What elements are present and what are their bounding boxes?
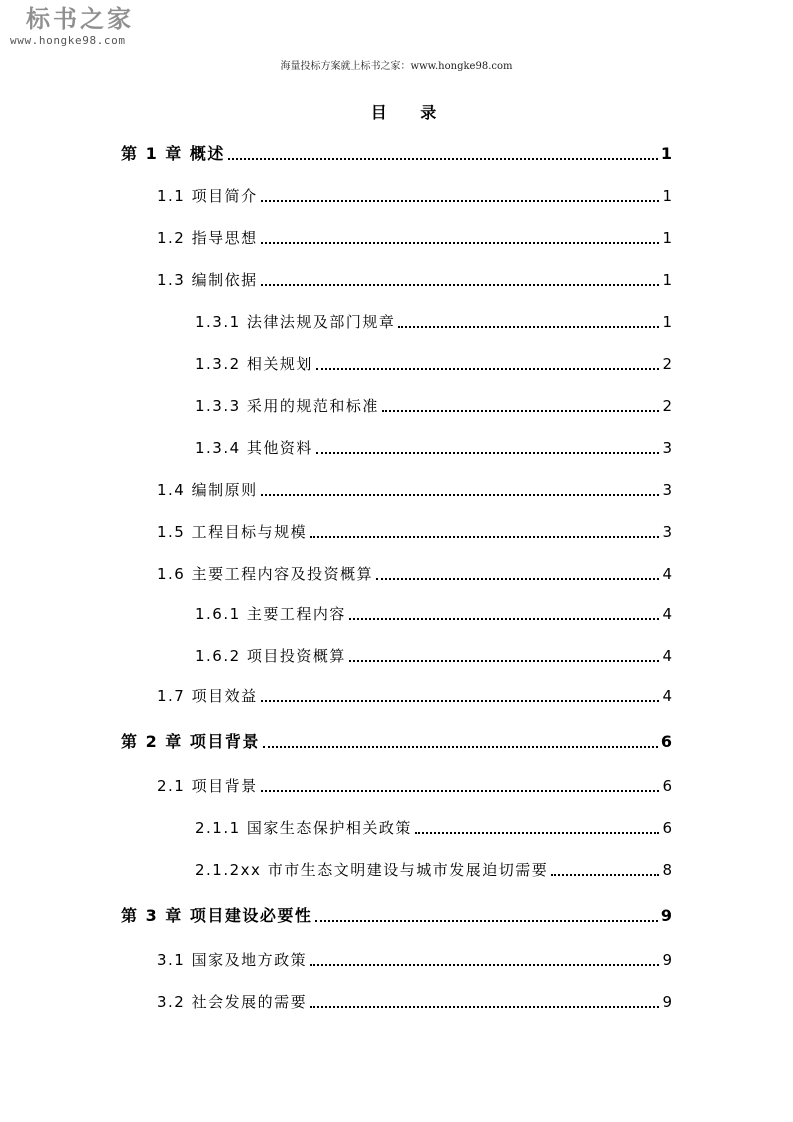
toc-entry-label: 1.3.1 法律法规及部门规章 bbox=[195, 313, 396, 331]
toc-dot-leader bbox=[382, 410, 660, 412]
toc-entry[interactable] bbox=[195, 434, 672, 458]
toc-entry-label: 1.4 编制原则 bbox=[157, 481, 258, 499]
toc-page-number: 1 bbox=[662, 229, 672, 247]
toc-dot-leader bbox=[398, 326, 659, 328]
toc-page-number: 1 bbox=[662, 271, 672, 289]
toc-page-number: 1 bbox=[660, 144, 672, 163]
toc-chapter-entry[interactable] bbox=[121, 140, 672, 164]
toc-entry[interactable] bbox=[157, 518, 672, 542]
header-note: 海量投标方案就上标书之家：www.hongke98.com bbox=[280, 61, 513, 72]
toc-entry-label: 第 1 章 概述 bbox=[121, 144, 225, 163]
toc-dot-leader bbox=[261, 200, 660, 202]
toc-entry-label: 1.3.3 采用的规范和标准 bbox=[195, 397, 379, 415]
toc-entry[interactable] bbox=[195, 392, 672, 416]
toc-entry[interactable] bbox=[195, 600, 672, 624]
toc-page-number: 1 bbox=[662, 187, 672, 205]
toc-entry[interactable] bbox=[157, 182, 672, 206]
toc-entry-label: 3.1 国家及地方政策 bbox=[157, 951, 308, 969]
toc-dot-leader bbox=[316, 452, 660, 454]
toc-entry[interactable] bbox=[195, 856, 672, 880]
toc-page-number: 9 bbox=[662, 993, 672, 1011]
toc-page-number: 3 bbox=[662, 523, 672, 541]
toc-entry-label: 1.3 编制依据 bbox=[157, 271, 258, 289]
watermark-title: 标书之家 bbox=[26, 5, 134, 33]
toc-entry-label: 1.3.2 相关规划 bbox=[195, 355, 313, 373]
toc-entry-label: 2.1.2xx 市市生态文明建设与城市发展迫切需要 bbox=[195, 861, 549, 879]
toc-page-number: 4 bbox=[662, 605, 672, 623]
toc-dot-leader bbox=[376, 578, 659, 580]
toc-entry-label: 2.1.1 国家生态保护相关政策 bbox=[195, 819, 412, 837]
toc-entry-label: 第 3 章 项目建设必要性 bbox=[121, 906, 313, 925]
toc-page-number: 3 bbox=[662, 439, 672, 457]
toc-dot-leader bbox=[261, 700, 660, 702]
toc-dot-leader bbox=[316, 368, 660, 370]
toc-page-number: 2 bbox=[662, 355, 672, 373]
toc-dot-leader bbox=[261, 494, 660, 496]
toc-entry[interactable] bbox=[195, 308, 672, 332]
toc-dot-leader bbox=[415, 832, 660, 834]
toc-dot-leader bbox=[310, 964, 659, 966]
toc-entry[interactable] bbox=[195, 814, 672, 838]
toc-entry-label: 1.6.1 主要工程内容 bbox=[195, 605, 346, 623]
toc-entry-label: 1.1 项目简介 bbox=[157, 187, 258, 205]
toc-page-number: 8 bbox=[662, 861, 672, 879]
toc-dot-leader bbox=[261, 242, 660, 244]
toc-entry[interactable] bbox=[157, 772, 672, 796]
toc-entry-label: 1.3.4 其他资料 bbox=[195, 439, 313, 457]
watermark-url: www.hongke98.com bbox=[10, 34, 126, 47]
toc-entry-label: 3.2 社会发展的需要 bbox=[157, 993, 308, 1011]
toc-page-number: 6 bbox=[662, 777, 672, 795]
toc-dot-leader bbox=[349, 660, 660, 662]
toc-title: 目 录 bbox=[370, 103, 451, 122]
toc-entry[interactable] bbox=[157, 682, 672, 706]
toc-entry[interactable] bbox=[157, 476, 672, 500]
toc-dot-leader bbox=[228, 158, 658, 160]
toc-entry[interactable] bbox=[195, 350, 672, 374]
toc-dot-leader bbox=[310, 1006, 659, 1008]
toc-entry-label: 1.6 主要工程内容及投资概算 bbox=[157, 565, 374, 583]
toc-entry-label: 2.1 项目背景 bbox=[157, 777, 258, 795]
toc-dot-leader bbox=[263, 746, 658, 748]
toc-entry[interactable] bbox=[157, 560, 672, 584]
toc-entry-label: 1.6.2 项目投资概算 bbox=[195, 647, 346, 665]
toc-page-number: 3 bbox=[662, 481, 672, 499]
toc-page-number: 2 bbox=[662, 397, 672, 415]
toc-dot-leader bbox=[261, 790, 660, 792]
toc-chapter-entry[interactable] bbox=[121, 728, 672, 752]
toc-dot-leader bbox=[315, 920, 658, 922]
toc-dot-leader bbox=[261, 284, 660, 286]
toc-page-number: 4 bbox=[662, 647, 672, 665]
toc-page-number: 1 bbox=[662, 313, 672, 331]
toc-entry-label: 第 2 章 项目背景 bbox=[121, 732, 260, 751]
toc-dot-leader bbox=[310, 536, 659, 538]
toc-entry-label: 1.7 项目效益 bbox=[157, 687, 258, 705]
toc-chapter-entry[interactable] bbox=[121, 902, 672, 926]
toc-entry[interactable] bbox=[157, 988, 672, 1012]
toc-entry[interactable] bbox=[157, 266, 672, 290]
toc-entry[interactable] bbox=[157, 946, 672, 970]
toc-page-number: 4 bbox=[662, 687, 672, 705]
toc-entry[interactable] bbox=[195, 642, 672, 666]
toc-entry-label: 1.5 工程目标与规模 bbox=[157, 523, 308, 541]
toc-page-number: 6 bbox=[662, 819, 672, 837]
toc-entry-label: 1.2 指导思想 bbox=[157, 229, 258, 247]
toc-page-number: 9 bbox=[662, 951, 672, 969]
toc-page-number: 4 bbox=[662, 565, 672, 583]
toc-dot-leader bbox=[349, 618, 660, 620]
toc-page-number: 9 bbox=[660, 906, 672, 925]
toc-entry[interactable] bbox=[157, 224, 672, 248]
toc-dot-leader bbox=[551, 874, 659, 876]
toc-page-number: 6 bbox=[660, 732, 672, 751]
